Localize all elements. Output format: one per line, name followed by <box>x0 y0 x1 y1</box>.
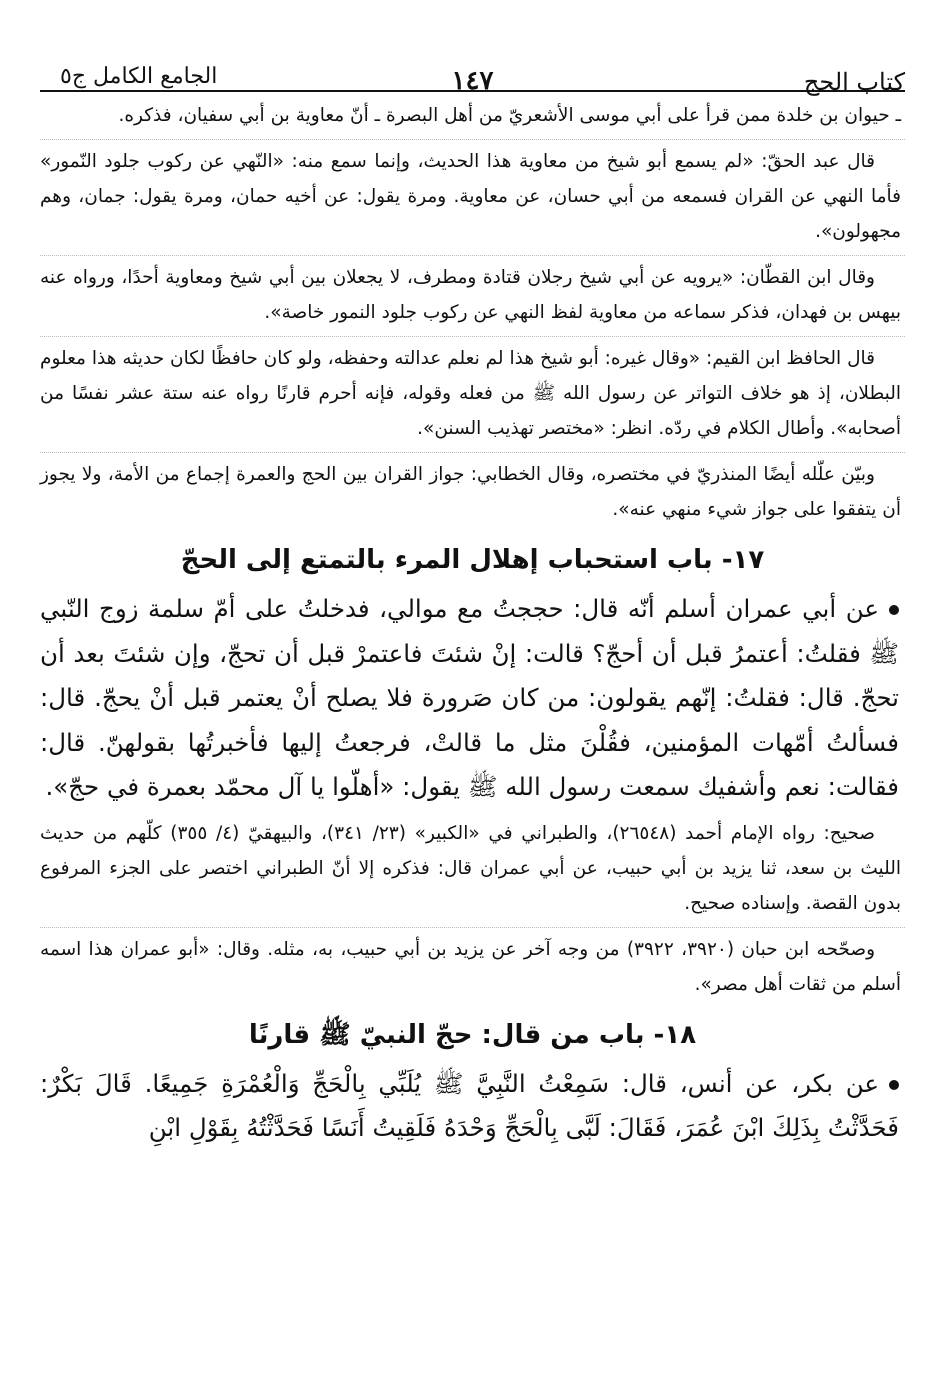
hadith-body: عن أبي عمران أسلم أنّه قال: حججتُ مع موالي، فدخلتُ على أمّ سلمة زوج النّبي ﷺ فقلتُ: أعتمرُ قبل أن أحجّ؟ قالت: إنْ شئتَ فاعتمرْ قبل أن تحجّ، وإن شئتَ بعد أن تحجّ. قال: فقلتُ: إنّهم يقولون: من كان صَرورة فلا يصلح أنْ يعتمر قبل أنْ يحجّ. قال: فسألتُ أمّهات المؤمنين، فقُلْنَ مثل ما قالتْ، فرجعتُ إليها فأخبرتُها بقولهنّ. قال: فقالت: نعم وأشفيك سمعت رسول الله ﷺ يقول: «أهلّوا يا آل محمّد بعمرة في حجّ». <box>40 594 899 801</box>
divider <box>40 255 905 256</box>
page-number: ١٤٧ <box>451 66 494 96</box>
paragraph: وصحّحه ابن حبان (٣٩٢٠، ٣٩٢٢) من وجه آخر عن يزيد بن أبي حبيب، به، مثله. وقال: «أبو عمران هذا اسمه أسلم من ثقات أهل مصر». <box>40 938 901 995</box>
hadith-body: عن بكر، عن أنس، قال: سَمِعْتُ النَّبِيَّ ﷺ يُلَبِّي بِالْحَجِّ وَالْعُمْرَةِ جَمِيعًا. قَالَ بَكْرٌ: فَحَدَّثْتُ بِذَلِكَ ابْنَ عُمَرَ، فَقَالَ: لَبَّى بِالْحَجِّ وَحْدَهُ فَلَقِيتُ أَنَسًا فَحَدَّثْتُهُ بِقَوْلِ ابْنِ <box>40 1068 899 1142</box>
paragraph: وقال ابن القطّان: «يرويه عن أبي شيخ رجلان قتادة ومطرف، لا يجعلان بين أبي شيخ ومعاوية أحدًا، ورواه عنه بيهس بن فهدان، فذكر سماعه من معاوية لفظ النهي عن ركوب جلود النمور خاصة». <box>40 267 901 323</box>
hadith-text <box>40 587 905 816</box>
paragraph: صحيح: رواه الإمام أحمد (٢٦٥٤٨)، والطبراني في «الكبير» (٢٣/ ٣٤١)، والبيهقيّ (٤/ ٣٥٥) كلّهم من حديث الليث بن سعد، ثنا يزيد بن أبي حبيب، عن أبي عمران قال: فذكره إلا أنّ الطبراني اختصر على الجزء المرفوع بدون القصة. وإسناده صحيح. <box>40 822 901 914</box>
divider <box>40 927 905 928</box>
book-title: الجامع الكامل ج٥ <box>60 64 218 89</box>
bullet-icon <box>889 1080 899 1090</box>
paragraph: قال عبد الحقّ: «لم يسمع أبو شيخ من معاوية هذا الحديث، وإنما سمع منه: «النّهي عن ركوب جلود النّمور» فأما النهي عن القران فسمعه من أبي حسان، عن معاوية. ومرة يقول: عن أخيه حمان، ومرة يقول: جمان، وهم مجهولون». <box>40 151 901 242</box>
divider <box>40 452 905 453</box>
hadith-text <box>40 1062 905 1157</box>
book-page <box>40 30 905 1360</box>
paragraph: وبيّن علّله أيضًا المنذريّ في مختصره، وقال الخطابي: جواز القران بين الحج والعمرة إجماع من الأمة، ولا يجوز أن يتفقوا على جواز شيء منهي عنه». <box>40 464 901 520</box>
paragraph: ـ حيوان بن خلدة ممن قرأ على أبي موسى الأشعريّ من أهل البصرة ـ أنّ معاوية بن أبي سفيان، فذكره. <box>118 105 901 126</box>
chapter-heading: ١٧- باب استحباب إهلال المرء بالتمتع إلى الحجّ <box>180 545 765 575</box>
book-section-title: كتاب الحج <box>803 68 905 96</box>
divider <box>40 139 905 140</box>
divider <box>40 336 905 337</box>
page-header <box>40 30 905 96</box>
chapter-heading: ١٨- باب من قال: حجّ النبيّ ﷺ قارنًا <box>248 1019 697 1050</box>
bullet-icon <box>889 605 899 615</box>
paragraph: قال الحافظ ابن القيم: «وقال غيره: أبو شيخ هذا لم نعلم عدالته وحفظه، ولو كان حافظًا لكان حديثه هذا معلوم البطلان، إذ هو خلاف التواتر عن رسول الله ﷺ من فعله وقوله، فإنه أحرم قارنًا رواه عنه ستة عشر نفسًا من أصحابه». وأطال الكلام في ردّه. انظر: «مختصر تهذيب السنن». <box>40 348 901 439</box>
page-body <box>40 92 905 1157</box>
